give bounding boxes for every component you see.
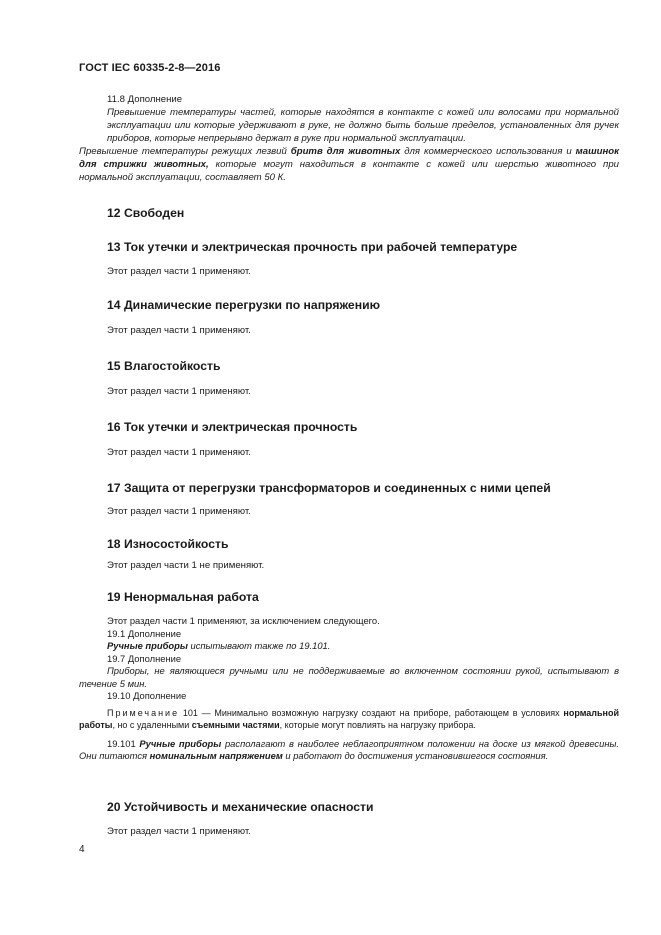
section-19-block bbox=[79, 615, 619, 763]
subclause-title: 11.8 Дополнение bbox=[107, 94, 183, 105]
section-text-17: Этот раздел части 1 применяют. bbox=[107, 506, 251, 517]
paragraph-19-101: 19.101 Ручные приборы располагают в наиболее неблагоприятном положении на доске из мягкой древесины. Они питаются номинальным напряжением и работают до достижения установившегося состояния. bbox=[79, 737, 619, 761]
page-number: 4 bbox=[79, 844, 85, 855]
section-heading-18: 18 Износостойкость bbox=[107, 537, 229, 551]
section-heading-20: 20 Устойчивость и механические опасности bbox=[107, 800, 374, 814]
section-text-16: Этот раздел части 1 применяют. bbox=[107, 447, 251, 458]
section-text-15: Этот раздел части 1 применяют. bbox=[107, 386, 251, 397]
section-text-20: Этот раздел части 1 применяют. bbox=[107, 826, 251, 837]
section-heading-14: 14 Динамические перегрузки по напряжению bbox=[107, 298, 380, 312]
paragraph: Приборы, не являющиеся ручными или не поддерживаемые во включенном состоянии рукой, испытывают в течение 5 мин. bbox=[79, 665, 619, 689]
paragraph: Ручные приборы испытывают также по 19.101. bbox=[107, 640, 331, 651]
section-heading-15: 15 Влагостойкость bbox=[107, 359, 221, 373]
paragraph: Превышение температуры частей, которые находятся в контакте с кожей или волосами при нормальной эксплуатации или которые удерживают в руке, не должно быть больше пределов, установленных для ручек приборов, которые непрерывно держат в руке при нормальной эксплуатации. bbox=[107, 107, 619, 144]
subclause-title: 19.1 Дополнение bbox=[107, 627, 182, 639]
section-heading-17: 17 Защита от перегрузки трансформаторов и соединенных с ними цепей bbox=[107, 481, 551, 495]
section-text-14: Этот раздел части 1 применяют. bbox=[107, 325, 251, 336]
note-paragraph: Примечание 101 — Минимально возможную нагрузку создают на приборе, работающем в условиях нормальной работы, но с удаленными съемными частями, которые могут повлиять на нагрузку прибора. bbox=[79, 707, 619, 730]
subclause-title: 19.10 Дополнение bbox=[107, 690, 187, 701]
section-text-13: Этот раздел части 1 применяют. bbox=[107, 266, 251, 277]
section-heading-12: 12 Свободен bbox=[107, 206, 185, 220]
section-11-8-block bbox=[79, 93, 619, 184]
section-heading-13: 13 Ток утечки и электрическая прочность при рабочей температуре bbox=[107, 240, 518, 254]
paragraph: Превышение температуры режущих лезвий бритв для животных для коммерческого использования и машинок для стрижки животных, которые могут находиться в контакте с кожей или шерстью животного при нормальной эксплуатации, составляет 50 К. bbox=[79, 146, 619, 183]
section-text-18: Этот раздел части 1 не применяют. bbox=[107, 560, 265, 571]
subclause-title: 19.7 Дополнение bbox=[107, 652, 182, 664]
document-header: ГОСТ IEC 60335-2-8—2016 bbox=[79, 62, 221, 74]
section-heading-19: 19 Ненормальная работа bbox=[107, 590, 259, 604]
section-text-19: Этот раздел части 1 применяют, за исключением следующего. bbox=[107, 615, 380, 626]
section-heading-16: 16 Ток утечки и электрическая прочность bbox=[107, 420, 358, 434]
